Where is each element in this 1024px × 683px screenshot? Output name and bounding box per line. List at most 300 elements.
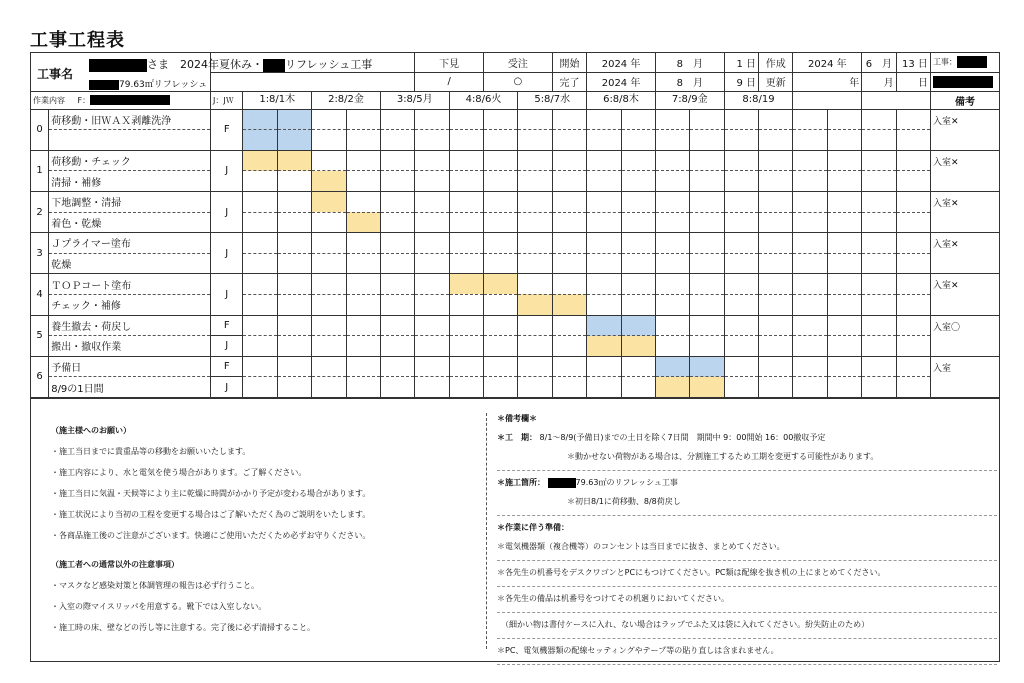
task-worker: J	[211, 233, 243, 274]
koujimei-cell	[31, 53, 373, 92]
gantt-cell	[862, 336, 896, 357]
worker-note-item: ・入室の際マイスリッパを用意する。靴下では入室しない。	[51, 602, 267, 611]
task-worker: J	[211, 377, 243, 398]
gantt-cell	[277, 233, 311, 254]
task-row	[31, 336, 1000, 357]
gantt-cell	[518, 315, 552, 336]
end-month: 8 月	[655, 72, 724, 92]
gantt-cell	[484, 253, 518, 274]
gantt-cell	[655, 130, 689, 151]
task-row	[31, 171, 1000, 192]
gantt-cell	[655, 109, 689, 130]
gantt-cell	[415, 130, 449, 151]
gantt-cell	[277, 315, 311, 336]
gantt-cell	[312, 253, 346, 274]
gantt-cell	[862, 130, 896, 151]
gantt-cell	[552, 274, 586, 295]
gantt-cell	[655, 274, 689, 295]
gantt-cell	[587, 150, 621, 171]
gantt-cell	[724, 315, 758, 336]
gantt-cell	[896, 233, 930, 254]
gantt-cell	[243, 336, 277, 357]
gantt-cell	[793, 150, 827, 171]
task-row	[31, 315, 1000, 336]
updated-day: 日	[896, 72, 930, 92]
task-row	[31, 253, 1000, 274]
gantt-cell	[346, 130, 380, 151]
gantt-cell	[552, 109, 586, 130]
gantt-cell	[380, 336, 414, 357]
task-number: 0	[31, 109, 49, 150]
task-note: 入室✕	[930, 233, 999, 274]
owner-note-item: ・各商品施工後のご注意がございます。快適にご使用いただくため必ずお守りください。	[51, 531, 371, 540]
gantt-cell	[380, 356, 414, 377]
task-note: 入室✕	[930, 109, 999, 150]
task-number: 1	[31, 150, 49, 191]
gantt-cell	[621, 294, 655, 315]
day-header	[243, 92, 931, 110]
gantt-cell	[896, 315, 930, 336]
task-note: 入室✕	[930, 150, 999, 191]
gantt-cell	[827, 356, 861, 377]
gantt-cell	[415, 233, 449, 254]
gantt-cell	[277, 294, 311, 315]
gantt-cell	[518, 171, 552, 192]
koujisha-label: 工事：	[932, 57, 957, 67]
gantt-cell	[587, 130, 621, 151]
gantt-cell	[415, 253, 449, 274]
task-name: 下地調整・清掃	[49, 192, 211, 213]
gantt-cell	[484, 336, 518, 357]
end-day: 9 日	[724, 72, 758, 92]
gantt-cell	[862, 109, 896, 130]
gantt-cell	[415, 315, 449, 336]
gantt-cell	[655, 253, 689, 274]
gantt-cell	[552, 336, 586, 357]
gantt-cell	[484, 377, 518, 398]
gantt-cell	[346, 377, 380, 398]
gantt-cell	[277, 377, 311, 398]
task-note: 入室✕	[930, 274, 999, 315]
gantt-cell	[415, 294, 449, 315]
gantt-cell	[690, 253, 724, 274]
notes-worker-heading: （施工者への通常以外の注意事項）	[51, 560, 179, 569]
gantt-cell	[896, 336, 930, 357]
gantt-cell	[827, 233, 861, 254]
redacted-area-name	[89, 80, 119, 90]
koujisha-cell	[930, 53, 999, 73]
start-label: 開始	[552, 53, 586, 73]
created-month: 6 月	[862, 53, 896, 73]
gantt-cell	[759, 192, 793, 213]
area-text	[89, 77, 207, 90]
prep-item: ＊各先生の机番号をデスクワゴンとPCにもつけてください。PC類は配線を抜き机の上にまとめてください。	[497, 568, 886, 577]
gantt-cell	[759, 150, 793, 171]
gantt-cell	[862, 377, 896, 398]
gantt-cell	[243, 171, 277, 192]
schedule-table	[30, 52, 1000, 398]
end-label: 完了	[552, 72, 586, 92]
gantt-cell	[793, 212, 827, 233]
gantt-cell	[621, 233, 655, 254]
gantt-cell	[346, 294, 380, 315]
day-header-cell: 2:8/2金	[311, 92, 380, 109]
gantt-cell	[793, 356, 827, 377]
gantt-cell	[243, 253, 277, 274]
gantt-cell	[449, 274, 483, 295]
owner-note-item: ・施工当日に気温・天候等により主に乾燥に時間がかかり予定が変わる場合があります。	[51, 489, 371, 498]
gantt-cell	[655, 356, 689, 377]
gantt-cell	[862, 150, 896, 171]
gantt-cell	[724, 192, 758, 213]
gantt-cell	[724, 253, 758, 274]
gantt-cell	[655, 315, 689, 336]
work-header	[31, 92, 211, 110]
gantt-cell	[484, 294, 518, 315]
gantt-cell	[690, 336, 724, 357]
gantt-cell	[380, 130, 414, 151]
gantt-cell	[724, 377, 758, 398]
gantt-cell	[587, 212, 621, 233]
task-name: Ｊプライマー塗布	[49, 233, 211, 254]
gantt-cell	[449, 109, 483, 130]
gantt-cell	[552, 233, 586, 254]
gantt-cell	[346, 192, 380, 213]
task-note: 入室✕	[930, 192, 999, 233]
gantt-cell	[312, 377, 346, 398]
gantt-cell	[827, 212, 861, 233]
gantt-cell	[243, 356, 277, 377]
owner-note-item: ・施工当日までに貴重品等の移動をお願いいたします。	[51, 447, 251, 456]
gantt-cell	[621, 315, 655, 336]
task-worker: J	[211, 274, 243, 315]
gantt-cell	[587, 109, 621, 130]
gantt-cell	[243, 212, 277, 233]
task-number: 2	[31, 192, 49, 233]
gantt-cell	[312, 171, 346, 192]
juchu-value: ○	[484, 72, 553, 92]
gantt-cell	[277, 336, 311, 357]
owner-note-item: ・施工内容により、水と電気を使う場合があります。ご了解ください。	[51, 468, 307, 477]
gantt-cell	[346, 274, 380, 295]
task-number: 6	[31, 356, 49, 397]
gantt-cell	[759, 274, 793, 295]
gantt-cell	[243, 294, 277, 315]
gantt-cell	[896, 150, 930, 171]
gantt-cell	[793, 192, 827, 213]
gantt-cell	[518, 336, 552, 357]
gantt-cell	[621, 171, 655, 192]
gantt-cell	[690, 109, 724, 130]
gantt-cell	[690, 377, 724, 398]
gantt-cell	[484, 171, 518, 192]
gantt-cell	[862, 315, 896, 336]
gantt-cell	[724, 274, 758, 295]
day-header-cell: 5:8/7水	[517, 92, 586, 109]
jw-label: J：JＷ	[211, 92, 243, 110]
shitami-label: 下見	[415, 53, 484, 73]
kouki-note: ＊動かせない荷物がある場合は、分割施工するため工期を変更する可能性があります。	[567, 452, 879, 461]
gantt-cell	[827, 171, 861, 192]
gantt-cell	[552, 212, 586, 233]
gantt-cell	[690, 233, 724, 254]
owner-note-item: ・施工状況により当初の工程を変更する場合はご了解いただく為のご説明をいたします。	[51, 510, 371, 519]
gantt-cell	[484, 212, 518, 233]
gantt-cell	[484, 109, 518, 130]
gantt-cell	[415, 274, 449, 295]
gantt-cell	[518, 192, 552, 213]
gantt-cell	[655, 212, 689, 233]
gantt-cell	[827, 294, 861, 315]
gantt-cell	[587, 315, 621, 336]
gantt-cell	[655, 171, 689, 192]
gantt-cell	[827, 253, 861, 274]
gantt-cell	[346, 212, 380, 233]
prep-item: （細かい物は書付ケースに入れ、ない場合はラップでふた又は袋に入れてください。紛失防止のため）	[497, 620, 870, 629]
gantt-cell	[346, 150, 380, 171]
gantt-cell	[862, 253, 896, 274]
gantt-cell	[759, 294, 793, 315]
basho-note: ＊初日8/1に荷移動、8/8荷戻し	[567, 497, 681, 506]
redacted-site	[548, 478, 576, 488]
gantt-cell	[862, 171, 896, 192]
gantt-cell	[690, 294, 724, 315]
gantt-cell	[621, 150, 655, 171]
task-name: 清掃・補修	[49, 171, 211, 192]
gantt-cell	[484, 274, 518, 295]
gantt-cell	[484, 233, 518, 254]
gantt-cell	[415, 377, 449, 398]
gantt-cell	[724, 336, 758, 357]
gantt-cell	[380, 233, 414, 254]
gantt-cell	[759, 171, 793, 192]
gantt-cell	[243, 233, 277, 254]
gantt-cell	[346, 336, 380, 357]
gantt-cell	[243, 274, 277, 295]
created-label: 作成	[759, 53, 793, 73]
gantt-cell	[277, 171, 311, 192]
gantt-cell	[621, 130, 655, 151]
task-name: ＴＯＰコート塗布	[49, 274, 211, 295]
gantt-cell	[587, 356, 621, 377]
gantt-cell	[759, 109, 793, 130]
gantt-cell	[793, 336, 827, 357]
task-row	[31, 192, 1000, 213]
gantt-cell	[415, 212, 449, 233]
gantt-cell	[380, 274, 414, 295]
task-name: 8/9の1日間	[49, 377, 211, 398]
gantt-cell	[896, 130, 930, 151]
task-row	[31, 274, 1000, 295]
gantt-cell	[312, 294, 346, 315]
gantt-cell	[552, 192, 586, 213]
gantt-cell	[243, 150, 277, 171]
biko-heading: ＊備考欄＊	[497, 414, 537, 423]
gantt-cell	[896, 253, 930, 274]
gantt-cell	[587, 336, 621, 357]
gantt-cell	[380, 192, 414, 213]
juchu-label: 受注	[484, 53, 553, 73]
task-name: 荷移動・旧ＷＡＸ剥離洗浄	[49, 109, 211, 130]
gantt-cell	[552, 294, 586, 315]
gantt-cell	[587, 253, 621, 274]
gantt-cell	[243, 315, 277, 336]
gantt-cell	[380, 150, 414, 171]
gantt-cell	[346, 171, 380, 192]
gantt-cell	[312, 233, 346, 254]
gantt-cell	[759, 253, 793, 274]
kouki-text: 8/1〜8/9(予備日)までの土日を除く7日間 期間中 9：00開始 16：00撤収予定	[539, 433, 826, 442]
task-row	[31, 356, 1000, 377]
gantt-cell	[312, 356, 346, 377]
gantt-cell	[587, 294, 621, 315]
task-worker: F	[211, 109, 243, 150]
gantt-cell	[690, 315, 724, 336]
created-day: 13 日	[896, 53, 930, 73]
gantt-cell	[655, 150, 689, 171]
gantt-cell	[484, 315, 518, 336]
task-name: 養生撤去・荷戻し	[49, 315, 211, 336]
gantt-cell	[552, 150, 586, 171]
gantt-cell	[827, 150, 861, 171]
gantt-cell	[380, 377, 414, 398]
task-row	[31, 212, 1000, 233]
task-row	[31, 294, 1000, 315]
task-name: 搬出・撤収作業	[49, 336, 211, 357]
koujisha-cell-2	[930, 72, 999, 92]
gantt-cell	[449, 315, 483, 336]
gantt-cell	[621, 336, 655, 357]
task-name: 着色・乾燥	[49, 212, 211, 233]
basho-label: ＊施工箇所：	[497, 478, 545, 487]
gantt-cell	[655, 336, 689, 357]
gantt-cell	[759, 356, 793, 377]
gantt-cell	[896, 192, 930, 213]
gantt-cell	[587, 233, 621, 254]
gantt-cell	[862, 233, 896, 254]
prep-item: ＊各先生の備品は机番号をつけてその机廻りにおいてください。	[497, 594, 729, 603]
gantt-cell	[896, 171, 930, 192]
task-name	[49, 130, 211, 151]
gantt-cell	[277, 150, 311, 171]
gantt-cell	[759, 212, 793, 233]
task-worker: J	[211, 336, 243, 357]
gantt-cell	[518, 233, 552, 254]
task-worker: J	[211, 150, 243, 191]
task-row	[31, 109, 1000, 130]
gantt-cell	[621, 192, 655, 213]
gantt-cell	[518, 109, 552, 130]
gantt-cell	[243, 192, 277, 213]
gantt-cell	[449, 233, 483, 254]
gantt-cell	[759, 336, 793, 357]
gantt-cell	[518, 212, 552, 233]
day-header-cell: 7:8/9金	[655, 92, 724, 109]
start-month: 8 月	[655, 53, 724, 73]
gantt-cell	[243, 377, 277, 398]
gantt-cell	[346, 233, 380, 254]
gantt-cell	[724, 130, 758, 151]
gantt-cell	[690, 150, 724, 171]
day-header-cell	[861, 92, 930, 109]
gantt-cell	[862, 294, 896, 315]
gantt-cell	[243, 130, 277, 151]
gantt-cell	[827, 377, 861, 398]
koujimei-suffix: さま 2024年夏休み・	[147, 58, 263, 71]
gantt-cell	[518, 274, 552, 295]
gantt-cell	[312, 109, 346, 130]
gantt-cell	[896, 274, 930, 295]
task-row	[31, 130, 1000, 151]
task-name: チェック・補修	[49, 294, 211, 315]
updated-month: 月	[862, 72, 896, 92]
gantt-cell	[243, 109, 277, 130]
redacted-contractor	[957, 56, 987, 68]
basho-text: 79.63㎡のリフレッシュ工事	[575, 478, 678, 487]
gantt-cell	[277, 130, 311, 151]
page-title: 工事工程表	[30, 30, 125, 51]
gantt-cell	[862, 192, 896, 213]
day-header-cell: 4:8/6火	[449, 92, 518, 109]
work-label: 作業内容	[33, 95, 65, 105]
gantt-cell	[552, 377, 586, 398]
gantt-cell	[380, 253, 414, 274]
gantt-cell	[896, 109, 930, 130]
gantt-cell	[312, 274, 346, 295]
gantt-cell	[518, 253, 552, 274]
gantt-cell	[484, 356, 518, 377]
gantt-cell	[277, 109, 311, 130]
gantt-cell	[793, 274, 827, 295]
gantt-cell	[312, 130, 346, 151]
gantt-cell	[415, 171, 449, 192]
task-row	[31, 233, 1000, 254]
gantt-cell	[621, 212, 655, 233]
gantt-cell	[862, 274, 896, 295]
gantt-cell	[827, 336, 861, 357]
gantt-cell	[449, 294, 483, 315]
gantt-cell	[655, 294, 689, 315]
gantt-cell	[793, 294, 827, 315]
gantt-cell	[793, 109, 827, 130]
gantt-cell	[655, 377, 689, 398]
gantt-cell	[827, 315, 861, 336]
gantt-cell	[896, 294, 930, 315]
gantt-cell	[415, 192, 449, 213]
task-worker: F	[211, 315, 243, 336]
gantt-cell	[552, 130, 586, 151]
task-note: 入室〇	[930, 315, 999, 356]
task-name: 乾燥	[49, 253, 211, 274]
gantt-cell	[827, 274, 861, 295]
updated-label: 更新	[759, 72, 793, 92]
worker-note-item: ・施工時の床、壁などの汚し等に注意する。完了後に必ず清掃すること。	[51, 623, 315, 632]
task-name: 荷移動・チェック	[49, 150, 211, 171]
day-header-cell: 8:8/19	[724, 92, 793, 109]
task-number: 3	[31, 233, 49, 274]
day-header-cell	[792, 92, 861, 109]
junbi-heading: ＊作業に伴う準備：	[497, 523, 569, 532]
spacer-2	[211, 72, 415, 92]
gantt-cell	[449, 212, 483, 233]
task-worker: J	[211, 192, 243, 233]
day-header-cell: 1:8/1木	[259, 94, 296, 106]
gantt-cell	[690, 356, 724, 377]
gantt-cell	[449, 253, 483, 274]
gantt-cell	[724, 171, 758, 192]
gantt-cell	[690, 130, 724, 151]
gantt-cell	[621, 109, 655, 130]
